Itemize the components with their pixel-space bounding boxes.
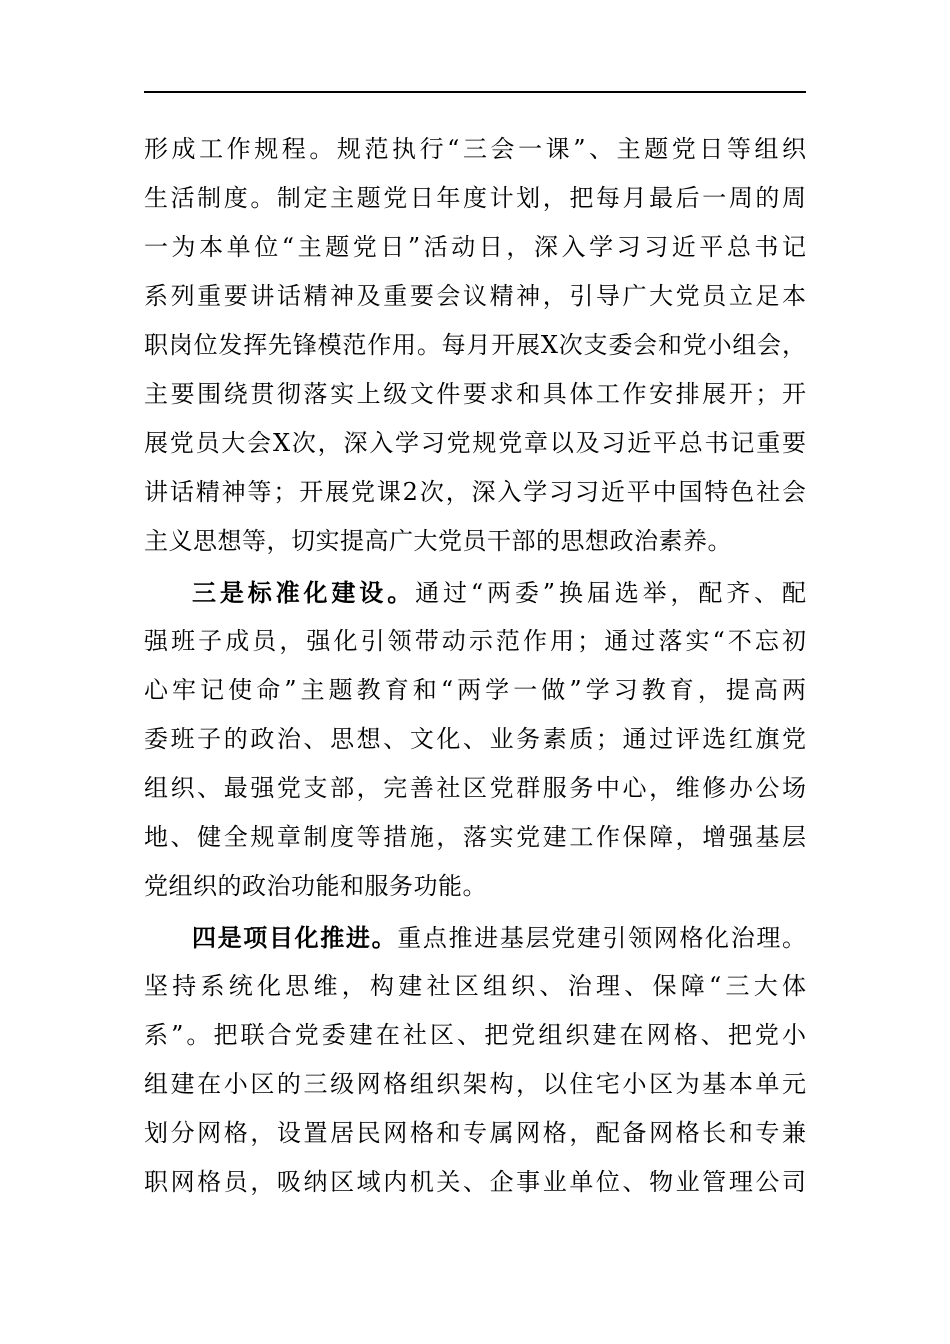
text-line: 主义思想等，切实提高广大党员干部的思想政治素养。 <box>144 527 732 555</box>
text-line: 强班子成员，强化引领带动示范作用；通过落实“不忘初 <box>144 627 806 655</box>
text-line: 坚持系统化思维，构建社区组织、治理、保障“三大体 <box>144 972 806 1000</box>
text-line: 展党员大会X次，深入学习党规党章以及习近平总书记重要 <box>144 429 806 457</box>
text-line: 职网格员，吸纳区域内机关、企事业单位、物业管理公司 <box>144 1168 806 1196</box>
text-line: 一为本单位“主题党日”活动日，深入学习习近平总书记 <box>144 233 806 261</box>
text-line: 职岗位发挥先锋模范作用。每月开展X次支委会和党小组会， <box>144 331 806 359</box>
text-line: 主要围绕贯彻落实上级文件要求和具体工作安排展开；开 <box>144 380 806 408</box>
text-line: 地、健全规章制度等措施，落实党建工作保障，增强基层 <box>144 823 806 851</box>
paragraph-first-line <box>144 568 806 617</box>
paragraph-heading: 四是项目化推进。 <box>192 923 398 952</box>
text-run: 通过“两委”换届选举，配齐、配 <box>415 579 806 607</box>
text-line: 形成工作规程。规范执行“三会一课”、主题党日等组织 <box>144 135 806 163</box>
text-line: 组建在小区的三级网格组织架构，以住宅小区为基本单元 <box>144 1070 806 1098</box>
text-run: 重点推进基层党建引领网格化治理。 <box>397 924 807 952</box>
paragraph-2 <box>144 568 806 911</box>
text-line: 委班子的政治、思想、文化、业务素质；通过评选红旗党 <box>144 725 806 753</box>
text-line: 划分网格，设置居民网格和专属网格，配备网格长和专兼 <box>144 1119 806 1147</box>
text-line: 心牢记使命”主题教育和“两学一做”学习教育，提高两 <box>144 676 806 704</box>
paragraph-3 <box>144 913 806 1207</box>
text-line: 讲话精神等；开展党课2次，深入学习习近平中国特色社会 <box>144 478 806 506</box>
paragraph-heading: 三是标准化建设。 <box>192 578 416 607</box>
paragraph-first-line <box>144 913 806 962</box>
text-line: 党组织的政治功能和服务功能。 <box>144 872 487 900</box>
document-body <box>144 125 806 1207</box>
header-rule <box>144 91 806 93</box>
text-line: 系”。把联合党委建在社区、把党组织建在网格、把党小 <box>144 1021 806 1049</box>
text-line: 生活制度。制定主题党日年度计划，把每月最后一周的周 <box>144 184 806 212</box>
text-line: 组织、最强党支部，完善社区党群服务中心，维修办公场 <box>144 774 806 802</box>
paragraph-1 <box>144 125 806 566</box>
text-line: 系列重要讲话精神及重要会议精神，引导广大党员立足本 <box>144 282 806 310</box>
